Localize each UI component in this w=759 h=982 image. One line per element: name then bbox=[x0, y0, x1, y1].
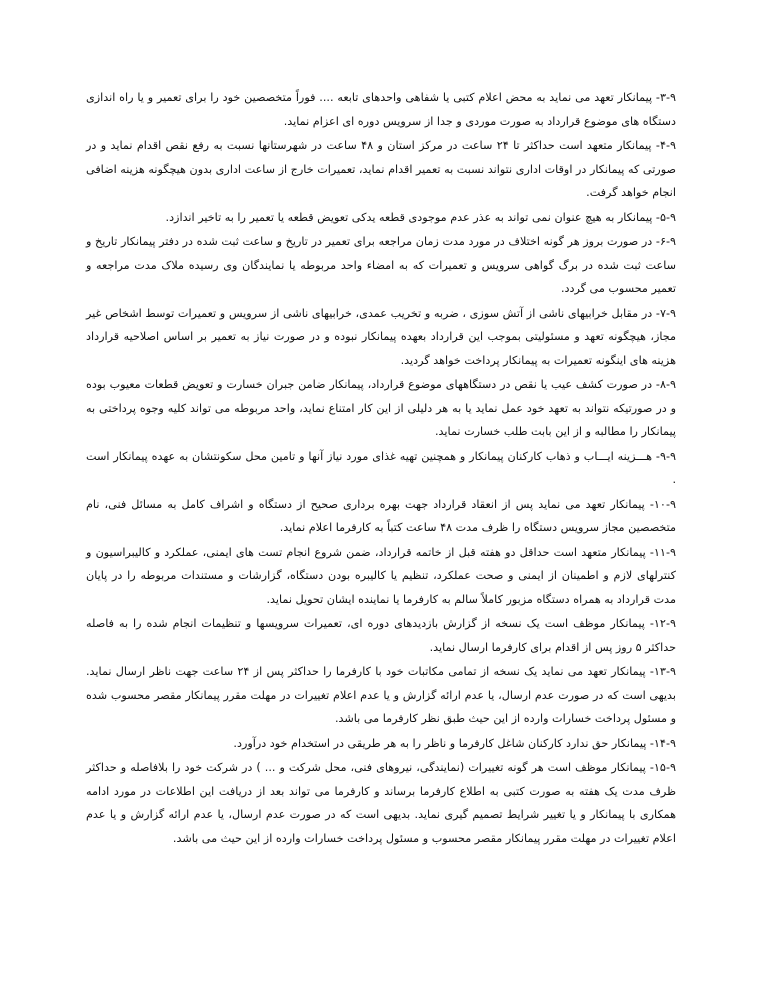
clause-text: - پیمانکار به هیچ عنوان نمی تواند به عذر عدم موجودی قطعه یدکی تعویض قطعه یا تعمیر را به تاخیر اندازد. bbox=[165, 210, 660, 224]
clause-number: ۳-۹ bbox=[659, 91, 676, 104]
clause-number: ۱۱-۹ bbox=[653, 545, 676, 559]
clause-text: - در صورت کشف عیب یا نقص در دستگاههای موضوع قرارداد، پیمانکار ضامن جبران خسارت و تعویض قطعات معیوب بوده و در صورتیکه نتواند به تعهد خود عمل نماید یا به هر دلیلی از این کار امتناع نماید، واحد مربوطه می تواند کلیه وجوه پرداختی به پیمانکار را مطالبه و از این بابت طلب خسارت نماید. bbox=[86, 378, 676, 438]
clause-9-5 bbox=[86, 206, 676, 230]
clause-text: - پیمانکار تعهد می نماید به محض اعلام کتبی یا شفاهی واحدهای تابعه .... فوراً متخصصین خود را برای تعمیر و یا راه اندازی دستگاه های موضوع قرارداد به صورت موردی و جدا از سرویس دوره ای اعزام نماید. bbox=[86, 91, 676, 128]
clause-number: ۱۲-۹ bbox=[653, 617, 676, 630]
clause-text: - در مقابل خرابیهای ناشی از آتش سوزی ، ضربه و تخریب عمدی، خرابیهای ناشی از سرویس و تعمیرات توسط اشخاص غیر مجاز، هیچگونه تعهد و مسئولیتی بموجب این قرارداد بعهده پیمانکار نبوده و در صورت نیاز به تعمیر بر اساس اصلاحیه قرارداد هزینه های اینگونه تعمیرات به پیمانکار پرداخت خواهد گردید. bbox=[86, 306, 676, 367]
clause-9-12 bbox=[86, 612, 676, 659]
clause-9-7 bbox=[86, 302, 676, 373]
clause-9-14 bbox=[86, 732, 676, 756]
clause-number: ۶-۹ bbox=[659, 235, 676, 248]
clause-9-6 bbox=[86, 230, 676, 301]
clause-9-11 bbox=[86, 541, 676, 612]
clause-9-10 bbox=[86, 493, 676, 540]
clause-number: ۱۵-۹ bbox=[653, 761, 676, 774]
clause-number: ۹-۹ bbox=[659, 449, 676, 463]
clause-9-3 bbox=[86, 86, 676, 133]
clause-text: - پیمانکار تعهد می نماید پس از انعقاد قرارداد جهت بهره برداری صحیح از دستگاه و اشراف کامل به مسائل فنی، نام متخصصین مجاز سرویس دستگاه را ظرف مدت ۴۸ ساعت کتباً به کارفرما اعلام نماید. bbox=[86, 497, 676, 534]
clause-number: ۸-۹ bbox=[659, 378, 676, 391]
clause-text: - پیمانکار موظف است هر گونه تغییرات (نمایندگی، نیروهای فنی، محل شرکت و ... ) در شرکت خود را بلافاصله و حداکثر ظرف مدت یک هفته به صورت کتبی به اطلاع کارفرما برساند و کارفرما می تواند بعد از دریافت این اطلاعات در مورد ادامه همکاری با پیمانکار و یا تغییر شرایط تصمیم گیری نماید. بدیهی است که در صورت عدم ارسال، یا عدم ارائه گزارش و یا عدم اعلام تغییرات در مهلت مقرر پیمانکار مقصر محسوب و مسئول پرداخت خسارات وارده از این حیث می باشد. bbox=[86, 761, 676, 845]
contract-clauses bbox=[86, 86, 676, 851]
clause-text: - پیمانکار متعهد است حداکثر تا ۲۴ ساعت در مرکز استان و ۴۸ ساعت در شهرستانها نسبت به رفع نقص اقدام نماید و در صورتی که پیمانکار در اوقات اداری نتواند نسبت به تعمیر اقدام نماید، تعمیرات خارج از ساعت اداری بدون هیچگونه هزینه اضافی انجام خواهد گرفت. bbox=[86, 139, 676, 199]
clause-9-9 bbox=[86, 445, 676, 492]
clause-number: ۱۳-۹ bbox=[653, 665, 676, 678]
clause-number: ۵-۹ bbox=[659, 210, 676, 224]
clause-text: - پیمانکار متعهد است حداقل دو هفته قبل از خاتمه قرارداد، ضمن شروع انجام تست های ایمنی، عملکرد و کالیبراسیون و کنترلهای لازم و اطمینان از ایمنی و صحت عملکرد، تنظیم یا کالیبره بودن دستگاه، گزارشات و مستندات مربوطه را در پایان مدت قرارداد به همراه دستگاه مزبور کاملاً سالم به کارفرما یا نماینده ایشان تحویل نماید. bbox=[86, 545, 676, 606]
clause-9-8 bbox=[86, 373, 676, 444]
clause-number: ۱۴-۹ bbox=[653, 736, 676, 750]
clause-text: - در صورت بروز هر گونه اختلاف در مورد مدت زمان مراجعه برای تعمیر در تاریخ و ساعت ثبت شده در دفتر پیمانکار تاریخ و ساعت ثبت شده در برگ گواهی سرویس و تعمیرات که به امضاء واحد مربوطه یا نمایندگان وی رسیده ملاک مدت مراجعه و تعمیر محسوب می گردد. bbox=[86, 235, 676, 295]
clause-text: - پیمانکار تعهد می نماید یک نسخه از تمامی مکاتبات خود با کارفرما را حداکثر پس از ۲۴ ساعت جهت ناظر ارسال نماید. بدیهی است که در صورت عدم ارسال، یا عدم ارائه گزارش و یا عدم اعلام تغییرات در مهلت مقرر پیمانکار مقصر محسوب شده و مسئول پرداخت خسارات وارده از این حیث طبق نظر کارفرما می باشد. bbox=[86, 665, 676, 725]
clause-number: ۷-۹ bbox=[659, 306, 676, 320]
clause-9-13 bbox=[86, 660, 676, 731]
clause-number: ۱۰-۹ bbox=[653, 497, 676, 511]
clause-9-15 bbox=[86, 756, 676, 850]
clause-number: ۴-۹ bbox=[659, 139, 676, 152]
clause-text: - پیمانکار حق ندارد کارکنان شاغل کارفرما و ناظر را به هر طریقی در استخدام خود درآورد. bbox=[233, 736, 654, 750]
clause-9-4 bbox=[86, 134, 676, 205]
clause-text: - هـــزینه ایـــاب و ذهاب کارکنان پیمانکار و همچنین تهیه غذای مورد نیاز آنها و تامین محل سکونتشان به عهده پیمانکار است . bbox=[86, 449, 676, 486]
clause-text: - پیمانکار موظف است یک نسخه از گزارش بازدیدهای دوره ای، تعمیرات سرویسها و تنظیمات انجام شده را به فاصله حداکثر ۵ روز پس از اقدام برای کارفرما ارسال نماید. bbox=[86, 617, 676, 654]
